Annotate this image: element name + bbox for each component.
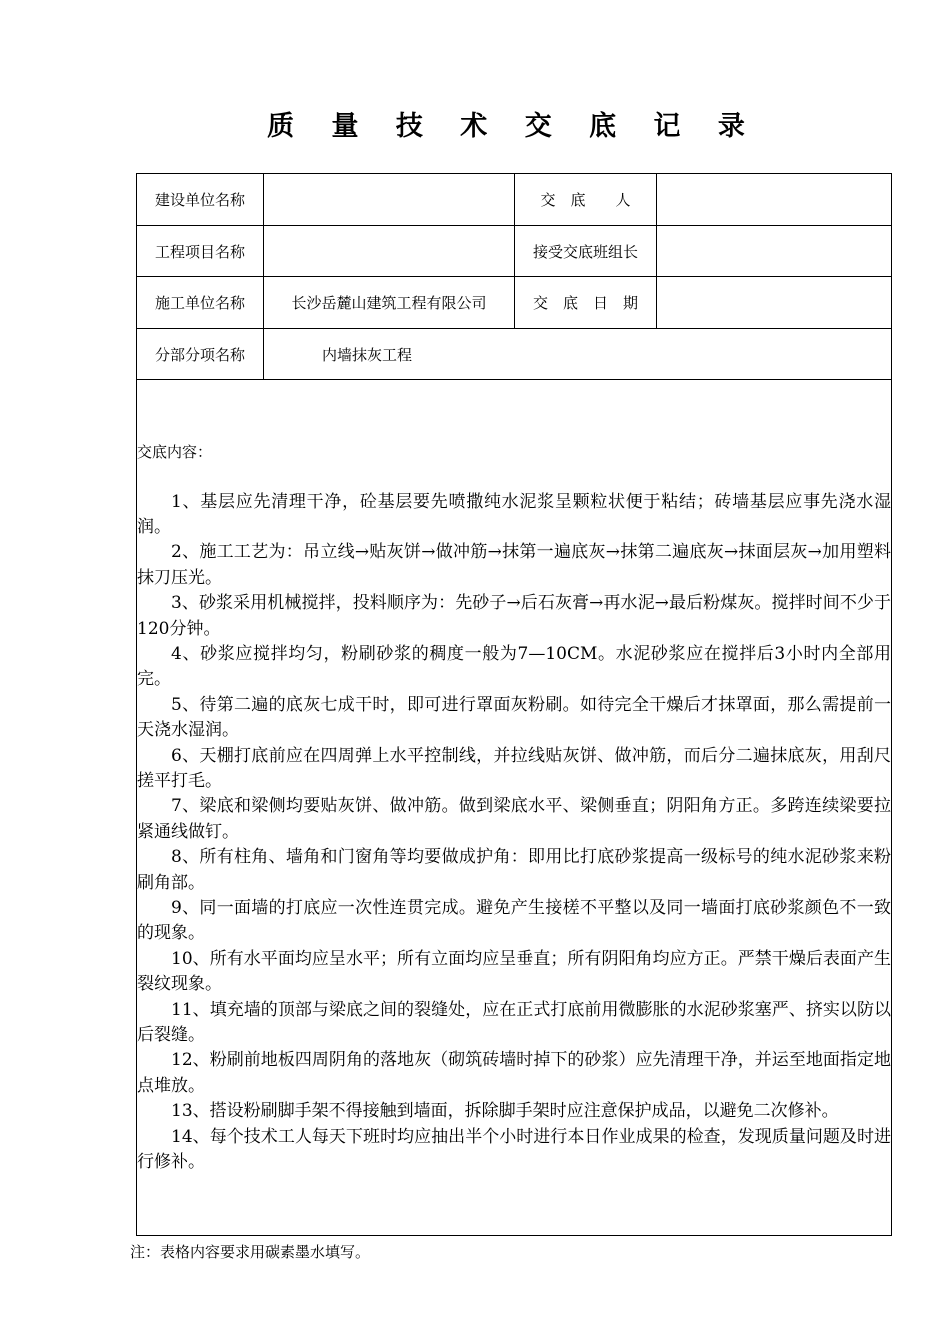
contractor-field[interactable]: 长沙岳麓山建筑工程有限公司 [264, 277, 515, 329]
content-label: 交底内容： [137, 442, 213, 461]
content-item: 4、砂浆应搅拌均匀，粉刷砂浆的稠度一般为7—10CM。水泥砂浆应在搅拌后3小时内全部用完。 [137, 643, 891, 690]
owner-label: 建设单位名称 [137, 174, 264, 226]
content-item: 8、所有柱角、墙角和门窗角等均要做成护角：即用比打底砂浆提高一级标号的纯水泥砂浆来粉刷角部。 [137, 847, 891, 893]
content-item: 11、填充墙的顶部与梁底之间的裂缝处，应在正式打底前用微膨胀的水泥砂浆塞严、挤实以防以后裂缝。 [137, 999, 891, 1046]
presenter-label: 交 底 人 [515, 174, 657, 226]
form-row-subitem [137, 329, 892, 380]
content-item: 2、施工工艺为：吊立线→贴灰饼→做冲筋→抹第一遍底灰→抹第二遍底灰→抹面层灰→加用塑料抹刀压光。 [137, 542, 891, 588]
content-item: 10、所有水平面均应呈水平；所有立面均应呈垂直；所有阴阳角均应方正。严禁干燥后表面产生裂纹现象。 [137, 948, 891, 995]
content-cell [137, 380, 892, 1236]
subitem-label: 分部分项名称 [137, 329, 264, 380]
content-item: 9、同一面墙的打底应一次性连贯完成。避免产生接槎不平整以及同一墙面打底砂浆颜色不一致的现象。 [137, 898, 891, 944]
content-item: 5、待第二遍的底灰七成干时，即可进行罩面灰粉刷。如待完全干燥后才抹罩面，那么需提前一天浇水湿润。 [137, 694, 891, 741]
date-field[interactable] [657, 277, 892, 329]
content-item: 6、天棚打底前应在四周弹上水平控制线，并拉线贴灰饼、做冲筋，而后分二遍抹底灰，用刮尺搓平打毛。 [137, 745, 891, 791]
page-title: 质 量 技 术 交 底 记 录 [267, 111, 759, 142]
project-field[interactable] [264, 226, 515, 277]
receiver-label: 接受交底班组长 [515, 226, 657, 277]
content-item: 1、基层应先清理干净，砼基层要先喷撒纯水泥浆呈颗粒状便于粘结；砖墙基层应事先浇水湿润。 [137, 491, 891, 537]
project-label: 工程项目名称 [137, 226, 264, 277]
content-items [137, 490, 891, 1176]
form-row-content [137, 380, 892, 1236]
content-item: 13、搭设粉刷脚手架不得接触到墙面，拆除脚手架时应注意保护成品，以避免二次修补。 [171, 1101, 839, 1122]
content-item: 12、粉刷前地板四周阴角的落地灰（砌筑砖墙时掉下的砂浆）应先清理干净，并运至地面指定地点堆放。 [137, 1050, 891, 1096]
content-item: 3、砂浆采用机械搅拌，投料顺序为：先砂子→后石灰膏→再水泥→最后粉煤灰。搅拌时间不少于120分钟。 [137, 593, 891, 639]
receiver-field[interactable] [657, 226, 892, 277]
form-row-project [137, 226, 892, 277]
presenter-field[interactable] [657, 174, 892, 226]
content-item: 7、梁底和梁侧均要贴灰饼、做冲筋。做到梁底水平、梁侧垂直；阴阳角方正。多跨连续梁要拉紧通线做钉。 [137, 796, 891, 842]
subitem-field[interactable]: 内墙抹灰工程 [264, 329, 892, 380]
content-item: 14、每个技术工人每天下班时均应抽出半个小时进行本日作业成果的检查，发现质量问题及时进行修补。 [137, 1126, 891, 1173]
footer-note: 注：表格内容要求用碳素墨水填写。 [130, 1243, 371, 1261]
contractor-label: 施工单位名称 [137, 277, 264, 329]
form-row-owner [137, 174, 892, 226]
disclosure-form-table [136, 173, 892, 1236]
form-row-contractor [137, 277, 892, 329]
date-label: 交 底 日 期 [515, 277, 657, 329]
owner-field[interactable] [264, 174, 515, 226]
